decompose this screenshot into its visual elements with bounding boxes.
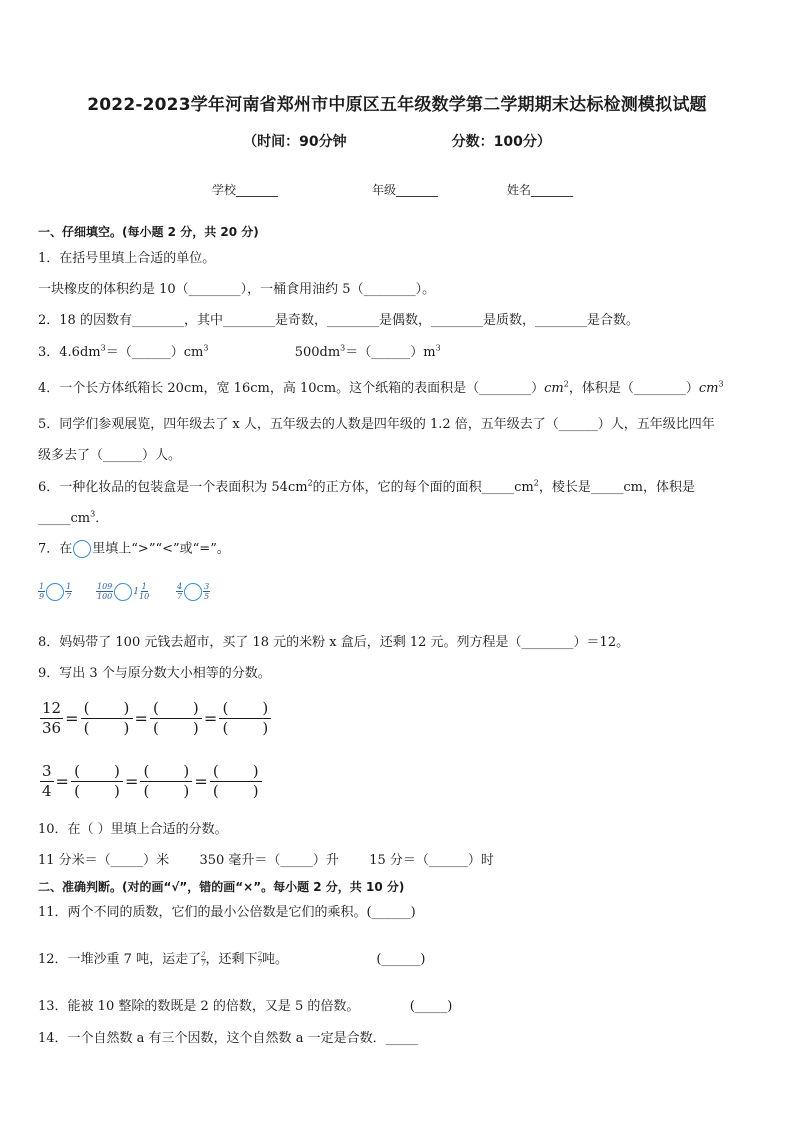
q3-b-post: ＝（______）m <box>345 345 436 360</box>
q1-stem: 1．在括号里填上合适的单位。 <box>38 251 216 266</box>
q6-line2 <box>38 510 108 528</box>
q11-text: 11．两个不同的质数，它们的最小公倍数是它们的乘积。(______) <box>38 905 416 920</box>
q3-b-sup: 3 <box>340 343 346 353</box>
q6-end: ． <box>95 511 109 526</box>
q6-mid2: ，棱长是_____cm，体积是 <box>538 480 695 495</box>
q12-mid: ，还剩下 <box>205 952 258 967</box>
q7-p3-circle-input[interactable] <box>184 583 202 601</box>
q9-frac-3-4: $\frac{3}{4}$ <box>42 762 52 800</box>
q3-a-post: ＝（______）cm <box>105 345 204 360</box>
q6-pre: 6．一种化妆品的包装盒是一个表面积为 54cm <box>38 480 308 495</box>
grade-field[interactable]: 年级_______ <box>372 183 439 197</box>
q6-sup2: 2 <box>533 478 539 488</box>
q9-r2-blank-2[interactable] <box>140 762 192 801</box>
q8-text: 8．妈妈带了 100 元钱去超市，买了 18 元的米粉 x 盒后，还剩 12 元。列方程是（________）＝12。 <box>38 635 630 650</box>
q6-mid1: 的正方体，它的每个面的面积_____cm <box>312 480 534 495</box>
q3-a-unit-sup: 3 <box>203 343 209 353</box>
q1-line: 一块橡皮的体积约是 10（________），一桶食用油约 5（________）。 <box>38 282 436 297</box>
q7-pre: 7．在 <box>38 541 73 557</box>
q10-c: 15 分＝（______）时 <box>369 853 494 868</box>
q9-r2-blank-1[interactable] <box>71 762 123 801</box>
q9-stem: 9．写出 3 个与原分数大小相等的分数。 <box>38 666 271 681</box>
q10-b: 350 毫升＝（_____）升 <box>199 853 339 868</box>
q6-sup1: 2 <box>307 478 313 488</box>
q9-r1-blank-2[interactable] <box>150 699 202 738</box>
q7-stem <box>38 540 230 559</box>
q7-p1-left: $\frac{1}{9}$ <box>39 582 45 601</box>
q9-row-2: $\frac{3}{4}$ = ( ) ( ) = ( ) ( ) = ( ) ( ) <box>40 762 262 801</box>
q12-frac-2: $\frac{2}{7}$ <box>257 951 263 968</box>
q7-pair-1 <box>38 582 72 601</box>
q12-frac-1: $\frac{2}{7}$ <box>201 951 206 968</box>
q12-line <box>38 951 425 969</box>
section-2-heading: 二、准确判断。(对的画“√”，错的画“×”。每小题 2 分，共 10 分) <box>38 880 405 894</box>
q7-pair-2 <box>96 582 149 601</box>
q4-line <box>38 380 724 398</box>
q6-line2-text: _____cm <box>38 511 91 526</box>
q5-line1: 5．同学们参观展览，四年级去了 x 人，五年级去的人数是四年级的 1.2 倍，五年级去了（______）人，五年级比四年 <box>38 417 715 432</box>
q7-p1-circle-input[interactable] <box>46 583 64 601</box>
time-label: （时间：90分钟 <box>243 134 347 150</box>
exam-subtitle <box>0 131 794 151</box>
q9-frac-12-36: $\frac{12}{36}$ <box>42 699 62 737</box>
score-label: 分数：100分） <box>451 134 551 150</box>
q10-line <box>38 852 494 870</box>
compare-circle-icon <box>73 540 91 558</box>
q6-sup3: 3 <box>90 509 96 519</box>
q4-pre: 4．一个长方体纸箱长 20cm，宽 16cm，高 10cm。这个纸箱的表面积是（________） <box>38 381 545 396</box>
q3-a-sup: 3 <box>100 343 106 353</box>
q3-a-pre: 3．4.6dm <box>38 345 101 360</box>
q9-r2-blank-3[interactable] <box>210 762 262 801</box>
q7-pair-3 <box>176 582 210 601</box>
q7-p2-right: $\frac{1}{10}$ <box>139 582 150 601</box>
q6-line1 <box>38 479 695 497</box>
q7-post: 里填上“>”“<”或“=”。 <box>92 541 230 557</box>
q13-text: 13．能被 10 整除的数既是 2 的倍数，又是 5 的倍数。 <box>38 999 360 1014</box>
q13-blank[interactable]: (_____) <box>409 999 453 1014</box>
q5-line2: 级多去了（______）人。 <box>38 448 182 463</box>
q4-unit1: cm <box>544 381 564 396</box>
q3-b-unit-sup: 3 <box>435 343 441 353</box>
q12-blank[interactable]: (______) <box>376 952 426 967</box>
q9-row-1: $\frac{12}{36}$ = ( ) ( ) = ( ) ( ) = ( ) ( ) <box>40 699 271 738</box>
q4-unit1-sup: 2 <box>563 379 569 389</box>
q7-p2-left: $\frac{109}{100}$ <box>97 582 113 601</box>
q12-post: 吨。 <box>262 952 289 967</box>
q14-text: 14．一个自然数 a 有三个因数，这个自然数 a 一定是合数．_____ <box>38 1031 419 1046</box>
q7-p3-left: $\frac{4}{7}$ <box>177 582 183 601</box>
q2-text: 2．18 的因数有________，其中________是奇数，________是偶数，________是质数，________是合数。 <box>38 313 639 328</box>
name-field[interactable]: 姓名_______ <box>507 183 574 197</box>
q4-mid: ，体积是（________） <box>568 381 699 396</box>
school-field[interactable]: 学校_______ <box>212 183 279 197</box>
section-1-heading: 一、仔细填空。(每小题 2 分，共 20 分) <box>38 225 259 239</box>
q12-pre: 12．一堆沙重 7 吨，运走了 <box>38 952 202 967</box>
exam-title: 2022-2023学年河南省郑州市中原区五年级数学第二学期期末达标检测模拟试题 <box>87 95 707 115</box>
q4-unit2: cm <box>698 381 719 396</box>
q9-r1-blank-3[interactable] <box>219 699 271 738</box>
q7-p2-circle-input[interactable] <box>114 583 132 601</box>
q4-unit2-sup: 3 <box>718 379 724 389</box>
q10-a: 11 分米＝（_____）米 <box>38 853 170 868</box>
q3-b-pre: 500dm <box>294 345 341 360</box>
q3-line <box>38 344 441 362</box>
q9-r1-blank-1[interactable] <box>81 699 133 738</box>
q7-p1-right: $\frac{1}{7}$ <box>66 582 72 601</box>
q10-stem: 10．在（ ）里填上合适的分数。 <box>38 822 228 837</box>
q7-p3-right: $\frac{3}{5}$ <box>204 582 210 601</box>
q13-line <box>38 998 452 1016</box>
q7-p2-whole: 1 <box>133 586 140 597</box>
